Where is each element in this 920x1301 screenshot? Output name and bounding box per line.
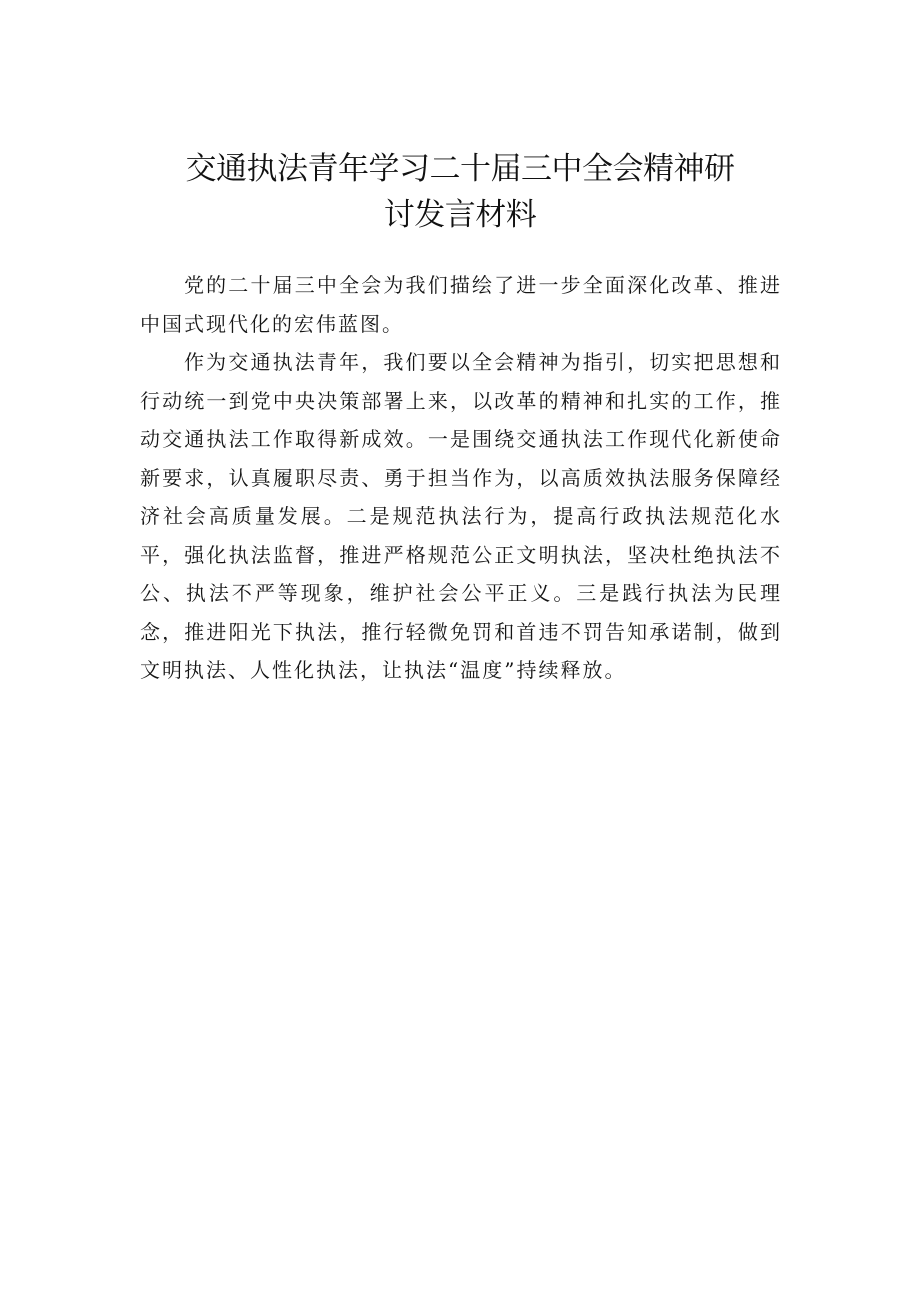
- paragraph-intro: 党的二十届三中全会为我们描绘了进一步全面深化改革、推进中国式现代化的宏伟蓝图。: [140, 273, 782, 336]
- document-title-line-1: 交通执法青年学习二十届三中全会精神研: [185, 151, 735, 187]
- document-title: [140, 146, 780, 238]
- paragraph-main: 作为交通执法青年，我们要以全会精神为指引，切实把思想和行动统一到党中央决策部署上来，以改革的精神和扎实的工作，推动交通执法工作取得新成效。一是围绕交通执法工作现代化新使命新要求，认真履职尽责、勇于担当作为，以高质效执法服务保障经济社会高质量发展。二是规范执法行为，提高行政执法规范化水平，强化执法监督，推进严格规范公正文明执法，坚决杜绝执法不公、执法不严等现象，维护社会公平正义。三是践行执法为民理念，推进阳光下执法，推行轻微免罚和首违不罚告知承诺制，做到文明执法、人性化执法，让执法“温度”持续释放。: [140, 350, 782, 682]
- document-title-line-2: 讨发言材料: [383, 197, 537, 233]
- document-body: [140, 266, 782, 690]
